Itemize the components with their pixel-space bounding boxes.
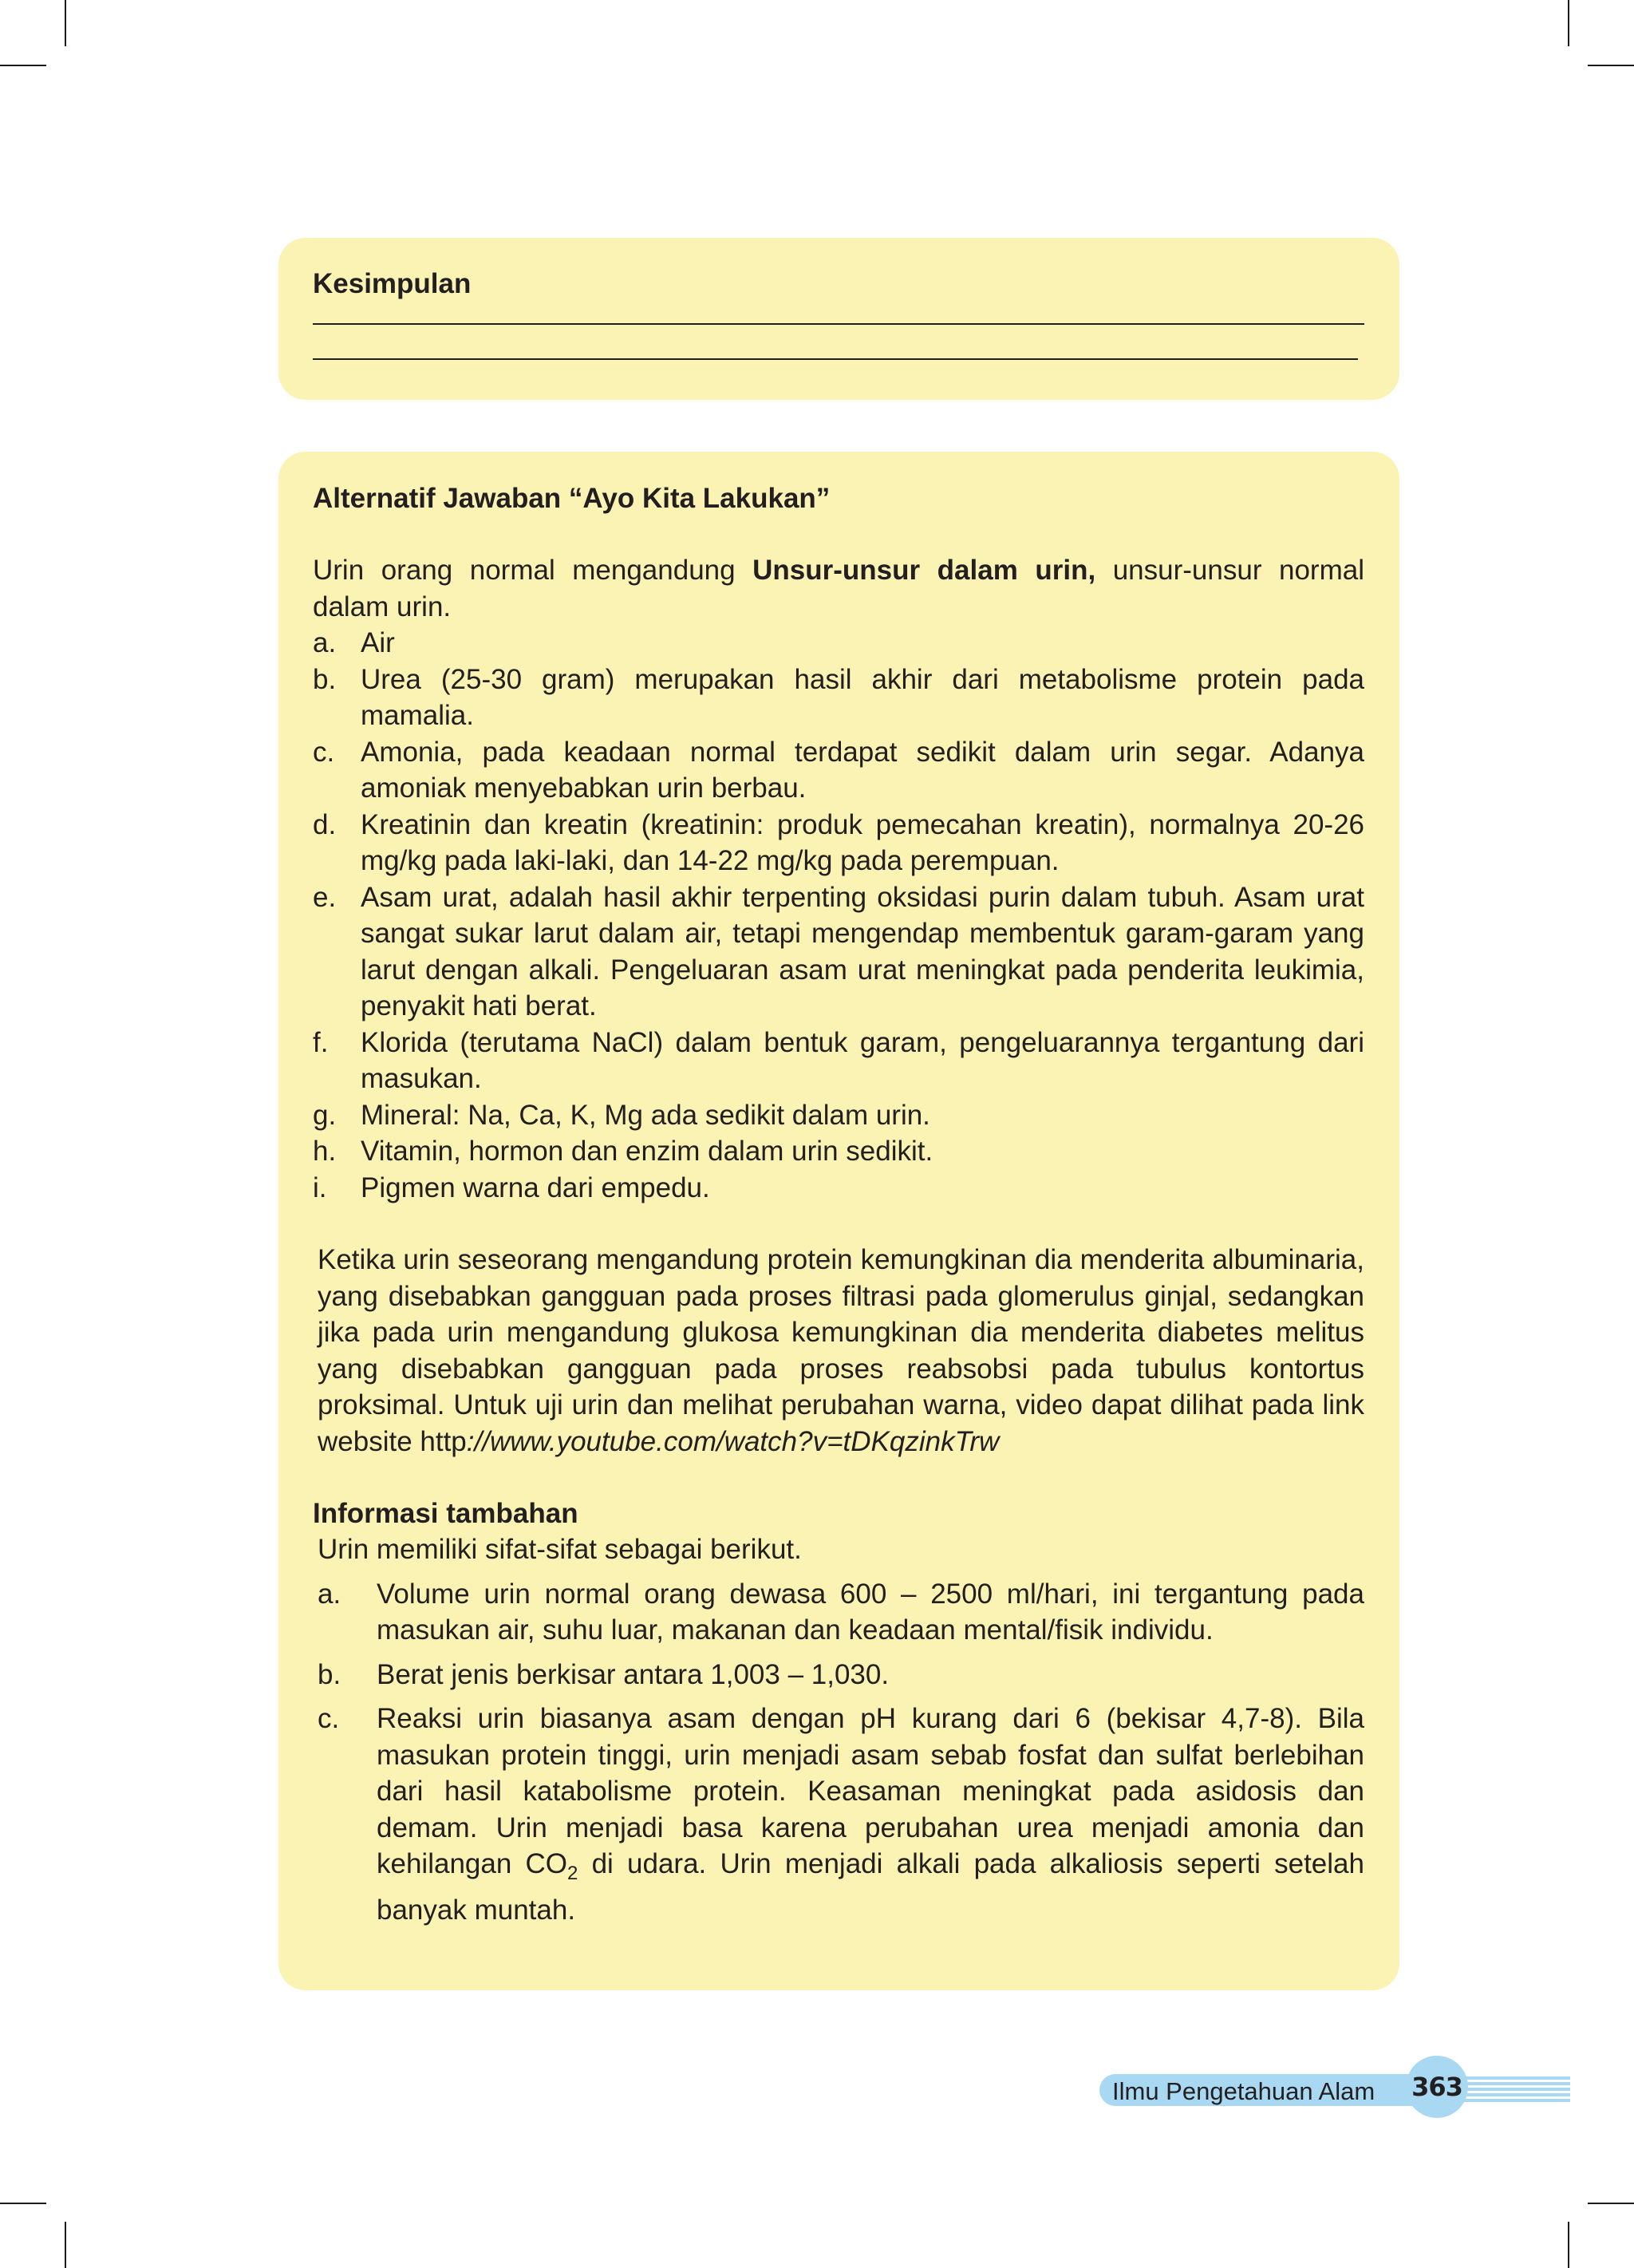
list-marker: g. [313, 1099, 337, 1131]
list-item-text [377, 1701, 1364, 1928]
list-item [313, 1133, 1364, 1170]
list-item [313, 879, 1364, 1025]
list-item [313, 807, 1364, 879]
list-marker: i. [313, 1172, 327, 1203]
page-number-badge [1406, 2056, 1468, 2118]
paragraph-text: Ketika urin seseorang mengandung protein kemungkinan dia menderita albuminaria, yang disebabkan gangguan pada proses filtrasi pada glomerulus ginjal, sedangkan jika pada urin mengandung glukosa kemungkinan dia menderita diabetes melitus yang disebabkan gangguan pada proses reabsobsi pada tubulus kontortus proksimal. Untuk uji urin dan melihat perubahan warna, video dapat dilihat pada link website http [318, 1244, 1364, 1457]
intro-bold-text: Unsur-unsur dalam urin, [752, 555, 1096, 586]
intro-text: Urin orang normal mengandung [313, 555, 753, 586]
list-item [313, 1170, 1364, 1207]
list-marker: a. [313, 627, 337, 658]
crop-mark [1568, 2222, 1569, 2268]
list-marker: h. [313, 1136, 337, 1167]
list-item-text: Asam urat, adalah hasil akhir terpenting oksidasi purin dalam tubuh. Asam urat sangat sukar larut dalam air, tetapi mengendap membentuk garam-garam yang larut dengan alkali. Pengeluaran asam urat meningkat pada penderita leukimia, penyakit hati berat. [361, 881, 1364, 1021]
list-item-text: Berat jenis berkisar antara 1,003 – 1,030. [377, 1658, 890, 1690]
list-item [313, 1097, 1364, 1134]
list-item-text: Volume urin normal orang dewasa 600 – 2500 ml/hari, ini tergantung pada masukan air, suhu luar, makanan dan keadaan mental/fisik individu. [377, 1578, 1364, 1646]
answer-line [313, 323, 1364, 325]
list-item [313, 625, 1364, 662]
explanation-paragraph [313, 1242, 1364, 1460]
crop-mark [65, 2222, 66, 2268]
info-intro: Urin memiliki sifat-sifat sebagai berikut. [318, 1534, 802, 1565]
list-marker: a. [318, 1578, 341, 1610]
item-c-text: di udara. Urin menjadi alkali pada alkaliosis seperti setelah banyak muntah. [377, 1848, 1364, 1926]
crop-mark [65, 0, 66, 46]
list-item [313, 1025, 1364, 1097]
kesimpulan-box [278, 238, 1399, 400]
list-item [313, 734, 1364, 807]
list-marker: c. [313, 736, 335, 768]
crop-mark [1588, 65, 1634, 66]
list-marker: f. [313, 1026, 329, 1058]
list-item-text: Kreatinin dan kreatin (kreatinin: produk pemecahan kreatin), normalnya 20-26 mg/kg pada laki-laki, dan 14-22 mg/kg pada perempuan. [361, 808, 1364, 876]
list-item [313, 1657, 1364, 1693]
list-item-text: Vitamin, hormon dan enzim dalam urin sedikit. [361, 1136, 933, 1167]
page-number: 363 [1411, 2072, 1462, 2102]
list-marker: c. [318, 1703, 340, 1734]
list-marker: d. [313, 808, 337, 840]
intro-text: unsur-unsur normal dalam urin. [313, 555, 1364, 622]
crop-mark [0, 65, 46, 66]
crop-mark [1568, 0, 1569, 46]
subscript-2: 2 [567, 1863, 578, 1884]
footer-stripes [1450, 2076, 1570, 2102]
list-marker: b. [313, 663, 337, 695]
list-item-text: Klorida (terutama NaCl) dalam bentuk garam, pengeluarannya tergantung dari masukan. [361, 1026, 1364, 1094]
list-item-text: Pigmen warna dari empedu. [361, 1172, 710, 1203]
list-item [313, 1701, 1364, 1928]
list-marker: b. [318, 1658, 341, 1690]
urine-components-list [313, 625, 1364, 1206]
answer-line [313, 358, 1358, 360]
youtube-link[interactable]: ://www.youtube.com/watch?v=tDKqzinkTrw [466, 1425, 1000, 1457]
list-item [313, 1576, 1364, 1649]
list-item-text: Amonia, pada keadaan normal terdapat sedikit dalam urin segar. Adanya amoniak menyebabkan urin berbau. [361, 736, 1364, 804]
jawaban-box [278, 452, 1399, 1990]
book-title: Ilmu Pengetahuan Alam [1112, 2077, 1375, 2105]
page-footer [1099, 2053, 1578, 2120]
jawaban-title: Alternatif Jawaban “Ayo Kita Lakukan” [313, 483, 831, 514]
list-marker: e. [313, 881, 337, 913]
item-c-text: Reaksi urin biasanya asam dengan pH kurang dari 6 (bekisar 4,7-8). Bila masukan protein tinggi, urin menjadi asam sebab fosfat dan sulfat berlebihan dari hasil katabolisme protein. Keasaman meningkat pada asidosis dan demam. Urin menjadi basa karena perubahan urea menjadi amonia dan kehilangan CO [377, 1703, 1364, 1879]
crop-mark [1588, 2203, 1634, 2204]
list-item-text: Urea (25-30 gram) merupakan hasil akhir dari metabolisme protein pada mamalia. [361, 663, 1364, 731]
urine-properties-list [313, 1576, 1364, 1929]
list-item-text: Mineral: Na, Ca, K, Mg ada sedikit dalam urin. [361, 1099, 930, 1131]
kesimpulan-title: Kesimpulan [313, 268, 472, 299]
jawaban-intro [313, 552, 1364, 625]
list-item [313, 662, 1364, 734]
info-title: Informasi tambahan [313, 1498, 578, 1529]
list-item-text: Air [361, 627, 395, 658]
crop-mark [0, 2203, 46, 2204]
